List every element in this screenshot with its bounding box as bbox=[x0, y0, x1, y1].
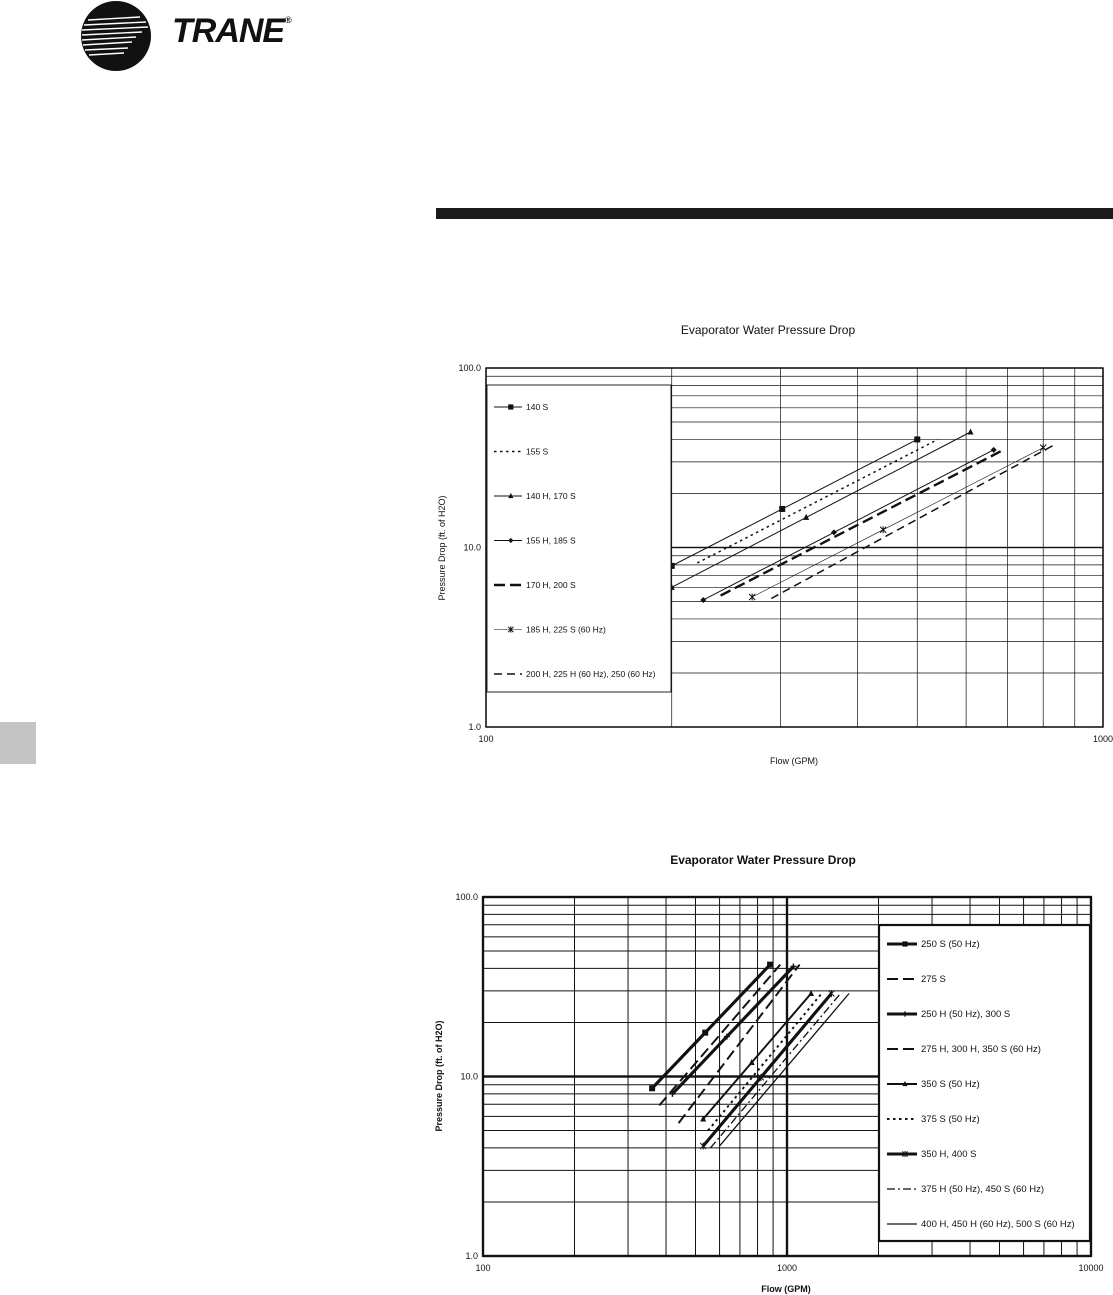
y-tick-label: 100.0 bbox=[458, 363, 481, 373]
x-tick-label: 100 bbox=[475, 1263, 491, 1273]
legend-entry: 200 H, 225 H (60 Hz), 250 (60 Hz) bbox=[526, 669, 656, 679]
legend-entry: 250 H (50 Hz), 300 S bbox=[921, 1009, 1011, 1020]
legend-entry: 170 H, 200 S bbox=[526, 580, 576, 590]
x-tick-label: 1000 bbox=[776, 1263, 798, 1273]
series-line bbox=[710, 993, 840, 1147]
legend-entry: 155 S bbox=[526, 446, 549, 457]
chart-2-xlabel: Flow (GPM) bbox=[761, 1284, 811, 1294]
legend-entry: 375 S (50 Hz) bbox=[921, 1114, 980, 1125]
y-tick-label: 1.0 bbox=[468, 722, 481, 732]
legend-entry: 185 H, 225 S (60 Hz) bbox=[526, 624, 606, 635]
x-tick-label: 100 bbox=[478, 734, 494, 744]
data-point bbox=[649, 1085, 655, 1091]
data-point bbox=[702, 1030, 708, 1036]
registered-mark: ® bbox=[285, 15, 292, 25]
x-tick-label: 10000 bbox=[1078, 1263, 1104, 1273]
chart-1-ylabel: Pressure Drop (ft. of H2O) bbox=[437, 495, 447, 601]
chart-2-ylabel: Pressure Drop (ft. of H2O) bbox=[434, 1020, 444, 1132]
chart-1-title: Evaporator Water Pressure Drop bbox=[680, 323, 856, 337]
y-tick-label: 10.0 bbox=[463, 542, 481, 553]
brand-name: TRANE bbox=[172, 12, 285, 50]
legend-entry: 400 H, 450 H (60 Hz), 500 S (60 Hz) bbox=[921, 1219, 1075, 1230]
data-point bbox=[700, 1143, 706, 1150]
series-line bbox=[679, 965, 800, 1123]
legend-entry: 275 H, 300 H, 350 S (60 Hz) bbox=[921, 1044, 1041, 1055]
legend-entry: 140 S bbox=[526, 402, 549, 412]
data-point bbox=[767, 962, 773, 968]
legend-entry: 275 S bbox=[921, 974, 946, 985]
legend-entry: 375 H (50 Hz), 450 S (60 Hz) bbox=[921, 1184, 1045, 1195]
legend-entry: 250 S (50 Hz) bbox=[921, 939, 980, 950]
chart-1-xlabel: Flow (GPM) bbox=[770, 756, 818, 766]
legend-marker bbox=[902, 941, 907, 946]
chart-2-title: Evaporator Water Pressure Drop bbox=[670, 853, 856, 867]
legend-entry: 140 H, 170 S bbox=[526, 491, 576, 501]
series-line bbox=[720, 993, 849, 1146]
y-tick-label: 1.0 bbox=[465, 1251, 478, 1261]
y-tick-label: 100.0 bbox=[455, 892, 478, 902]
legend-entry: 350 S (50 Hz) bbox=[921, 1079, 980, 1090]
legend-entry: 350 H, 400 S bbox=[921, 1149, 977, 1160]
legend-entry: 155 H, 185 S bbox=[526, 535, 576, 546]
series-line bbox=[672, 967, 793, 1094]
series-line bbox=[708, 993, 822, 1130]
data-point bbox=[828, 990, 834, 997]
y-tick-label: 10.0 bbox=[460, 1071, 478, 1082]
x-tick-label: 1000 bbox=[1092, 734, 1113, 744]
